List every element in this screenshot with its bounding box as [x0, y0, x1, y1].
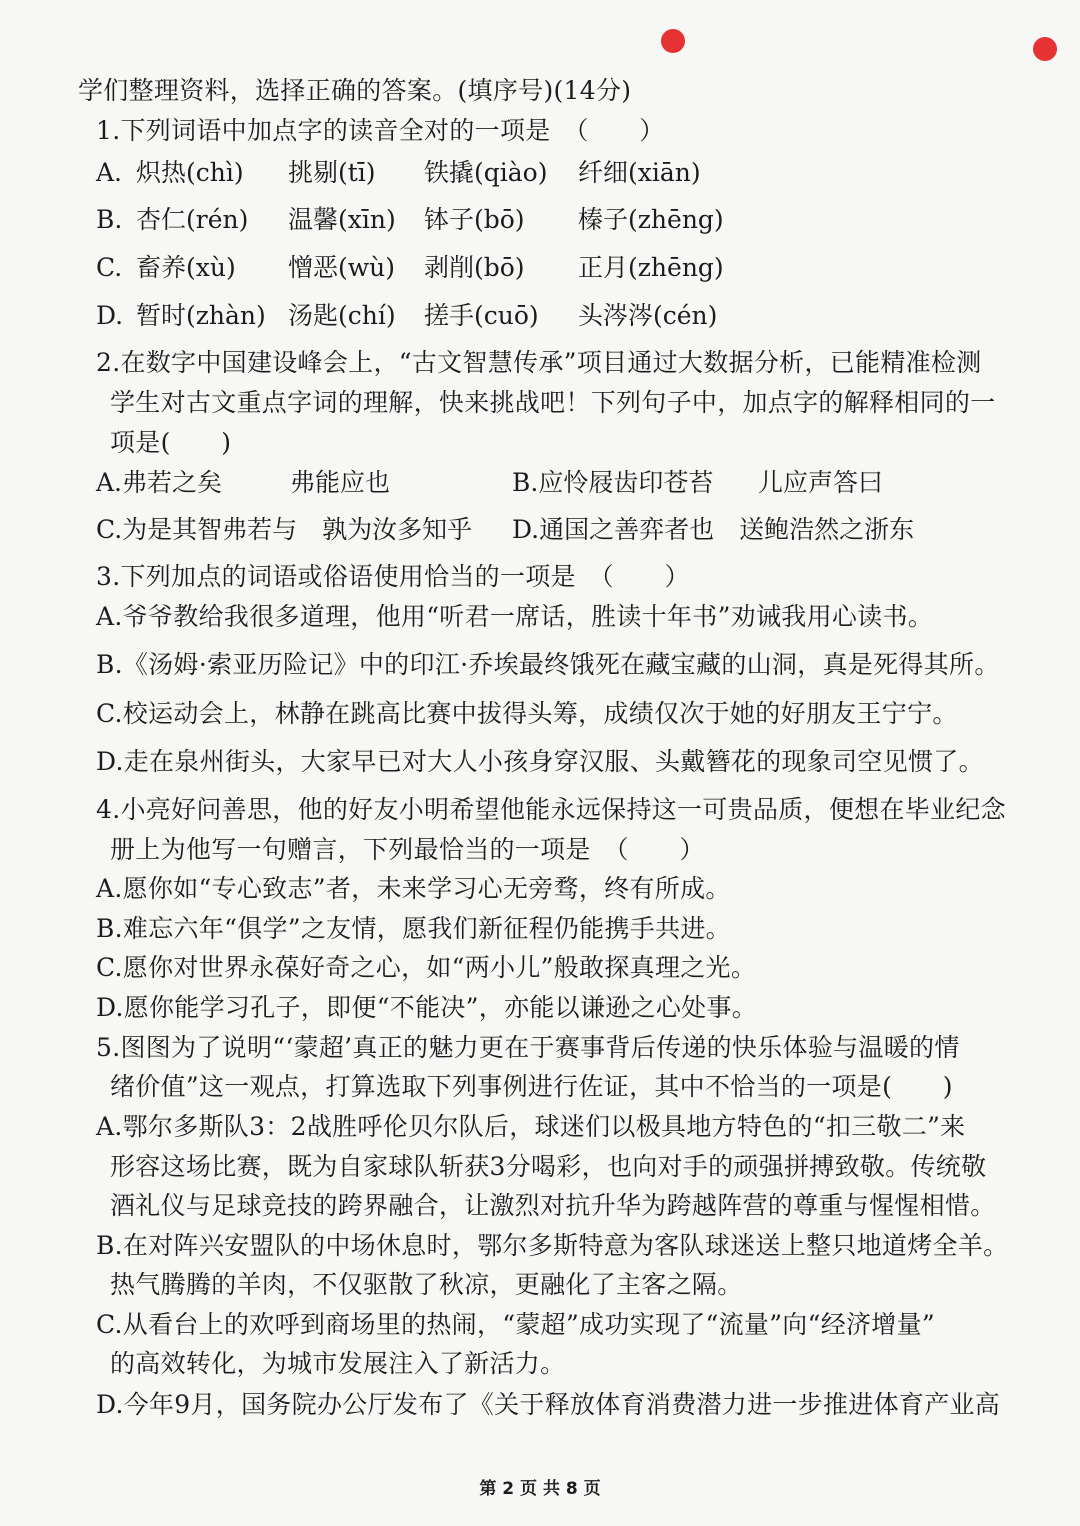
question-5-option-d: D.今年9月，国务院办公厅发布了《关于释放体育消费潜力进一步推进体育产业高	[96, 1390, 1001, 1419]
question-5-option-a: 酒礼仪与足球竞技的跨界融合，让激烈对抗升华为跨越阵营的尊重与惺惺相惜。	[110, 1191, 996, 1220]
question-2-option-b-2: 儿应声答曰	[758, 468, 884, 497]
question-4-stem: 4.小亮好问善思，他的好友小明希望他能永远保持这一可贵品质，便想在毕业纪念	[96, 795, 1006, 824]
question-4-option-b: B.难忘六年“俱学”之友情，愿我们新征程仍能携手共进。	[96, 914, 731, 943]
question-2-option-d: D.通国之善弈者也 送鲍浩然之浙东	[512, 515, 915, 544]
option-word: 挑剔(tī)	[288, 158, 376, 187]
page-number: 第 2 页 共 8 页	[479, 1479, 601, 1499]
question-5-stem: 绪价值”这一观点，打算选取下列事例进行佐证，其中不恰当的一项是( )	[110, 1072, 953, 1101]
option-word: 汤匙(chí)	[288, 301, 396, 330]
option-word: 搓手(cuō)	[424, 301, 539, 330]
option-letter: C.	[96, 253, 123, 282]
question-1-stem: 1.下列词语中加点字的读音全对的一项是 （ ）	[96, 116, 665, 145]
question-3-option-b: B.《汤姆·索亚历险记》中的印江·乔埃最终饿死在藏宝藏的山洞，真是死得其所。	[96, 650, 1000, 679]
question-4-option-d: D.愿你能学习孔子，即便“不能决”，亦能以谦逊之心处事。	[96, 993, 758, 1022]
question-4-stem: 册上为他写一句赠言，下列最恰当的一项是 （ ）	[110, 835, 705, 864]
question-3-option-d: D.走在泉州街头，大家早已对大人小孩身穿汉服、头戴簪花的现象司空见惯了。	[96, 747, 984, 776]
option-word: 钵子(bō)	[424, 205, 525, 234]
question-5-option-c: 的高效转化，为城市发展注入了新活力。	[110, 1349, 566, 1378]
question-5-option-a: 形容这场比赛，既为自家球队斩获3分喝彩，也向对手的顽强拼搏致敬。传统敬	[110, 1152, 987, 1181]
option-word: 正月(zhēng)	[578, 253, 724, 282]
question-2-stem: 项是( )	[110, 428, 232, 457]
option-letter: D.	[96, 301, 124, 330]
question-4-option-a: A.愿你如“专心致志”者，未来学习心无旁骛，终有所成。	[96, 874, 731, 903]
option-word: 纤细(xiān)	[578, 158, 701, 187]
question-4-option-c: C.愿你对世界永葆好奇之心，如“两小儿”般敢探真理之光。	[96, 953, 757, 982]
option-word: 榛子(zhēng)	[578, 205, 724, 234]
red-dot-marker	[661, 29, 685, 53]
option-letter: B.	[96, 205, 123, 234]
question-5-option-b: 热气腾腾的羊肉，不仅驱散了秋凉，更融化了主客之隔。	[110, 1270, 743, 1299]
question-5-option-a: A.鄂尔多斯队3：2战胜呼伦贝尔队后，球迷们以极具地方特色的“扣三敬二”来	[96, 1112, 966, 1141]
option-word: 暂时(zhàn)	[136, 301, 266, 330]
question-2-option-b-1: B.应怜屐齿印苍苔	[512, 468, 714, 497]
option-word: 剥削(bō)	[424, 253, 525, 282]
question-3-stem: 3.下列加点的词语或俗语使用恰当的一项是 （ ）	[96, 562, 690, 591]
red-dot-marker	[1033, 37, 1057, 61]
question-3-option-a: A.爷爷教给我很多道理，他用“听君一席话，胜读十年书”劝诫我用心读书。	[96, 602, 934, 631]
option-word: 温馨(xīn)	[288, 205, 396, 234]
question-2-option-c: C.为是其智弗若与 孰为汝多知乎	[96, 515, 473, 544]
option-word: 炽热(chì)	[136, 158, 244, 187]
question-3-option-c: C.校运动会上，林静在跳高比赛中拔得头筹，成绩仅次于她的好朋友王宁宁。	[96, 699, 958, 728]
question-2-stem: 2.在数字中国建设峰会上，“古文智慧传承”项目通过大数据分析，已能精准检测	[96, 348, 982, 377]
question-5-option-b: B.在对阵兴安盟队的中场休息时，鄂尔多斯特意为客队球迷送上整只地道烤全羊。	[96, 1231, 1009, 1260]
option-letter: A.	[96, 158, 123, 187]
question-2-option-a-2: 弗能应也	[290, 468, 391, 497]
option-word: 铁撬(qiào)	[424, 158, 548, 187]
option-word: 头涔涔(cén)	[578, 301, 718, 330]
option-word: 畜养(xù)	[136, 253, 236, 282]
option-word: 憎恶(wù)	[288, 253, 396, 282]
option-word: 杏仁(rén)	[136, 205, 249, 234]
question-5-option-c: C.从看台上的欢呼到商场里的热闹，“蒙超”成功实现了“流量”向“经济增量”	[96, 1310, 935, 1339]
section-intro: 学们整理资料，选择正确的答案。(填序号)(14分)	[78, 76, 632, 105]
question-2-stem: 学生对古文重点字词的理解，快来挑战吧！下列句子中，加点字的解释相同的一	[110, 388, 996, 417]
question-2-option-a-1: A.弗若之矣	[96, 468, 223, 497]
question-5-stem: 5.图图为了说明“‘蒙超’真正的魅力更在于赛事背后传递的快乐体验与温暖的情	[96, 1033, 960, 1062]
